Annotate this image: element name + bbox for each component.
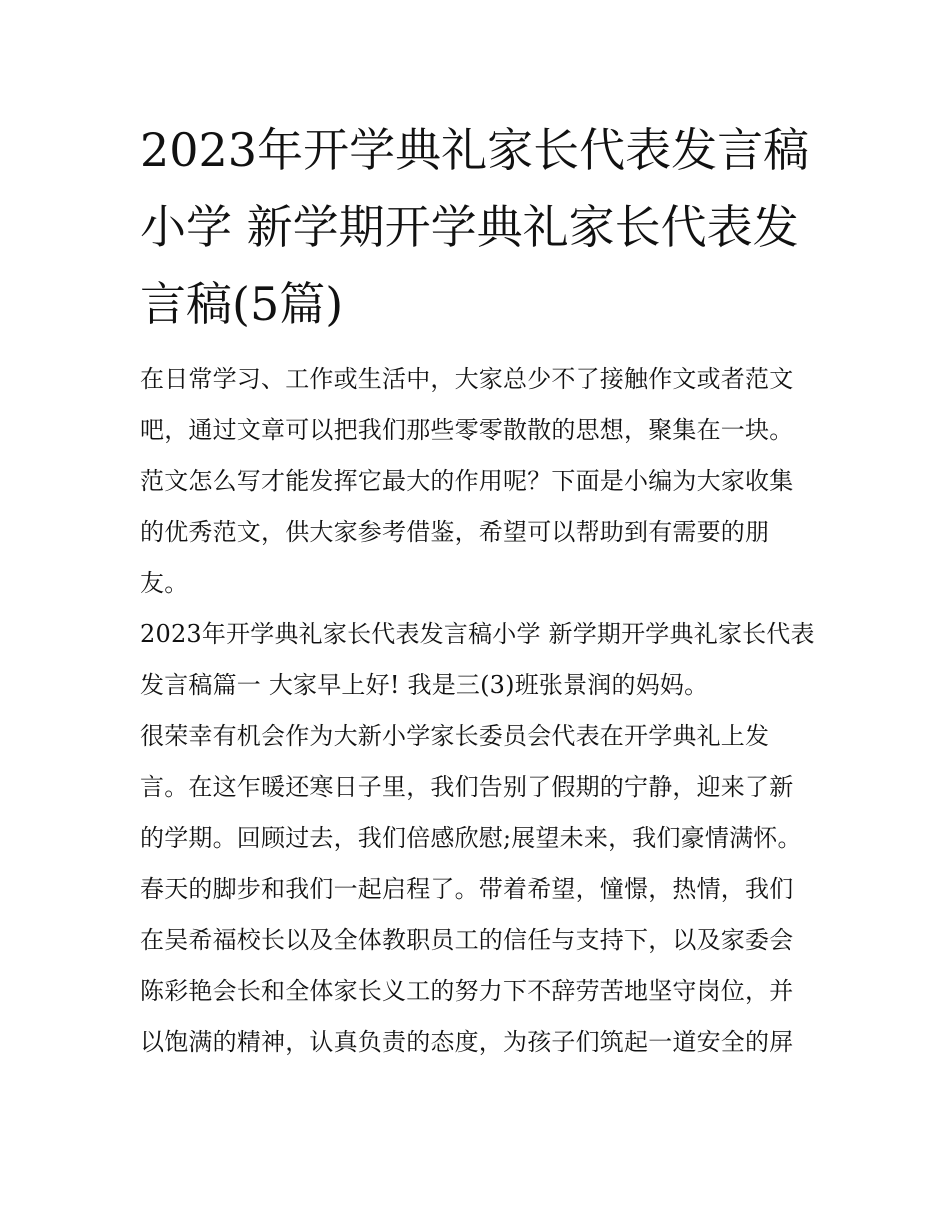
paragraph-intro: 在日常学习、工作或生活中，大家总少不了接触作文或者范文吧，通过文章可以把我们那些零零散散的思想，聚集在一块。范文怎么写才能发挥它最大的作用呢？下面是小编为大家收集的优秀范文，供大家参考借鉴，希望可以帮助到有需要的朋友。 xyxy=(140,365,794,597)
paragraph-speech-honor: 很荣幸有机会作为大新小学家长委员会代表在开学典礼上发言。在这乍暖还寒日子里，我们告别了假期的宁静，迎来了新的学期。回顾过去，我们倍感欣慰;展望未来，我们豪情满怀。 xyxy=(140,722,802,852)
paragraph-speech-spring: 春天的脚步和我们一起启程了。带着希望，憧憬，热情，我们在吴希福校长以及全体教职员工的信任与支持下，以及家委会陈彩艳会长和全体家长义工的努力下不辞劳苦地坚守岗位，并以饱满的精神，认真负责的态度，为孩子们筑起一道安全的屏 xyxy=(140,875,794,1056)
document-body xyxy=(140,112,815,1068)
paragraph-speech-opening: 2023年开学典礼家长代表发言稿小学 新学期开学典礼家长代表发言稿篇一 大家早上好! 我是三(3)班张景润的妈妈。 xyxy=(140,620,815,699)
document-title: 2023年开学典礼家长代表发言稿小学 新学期开学典礼家长代表发言稿(5篇) xyxy=(140,123,810,331)
